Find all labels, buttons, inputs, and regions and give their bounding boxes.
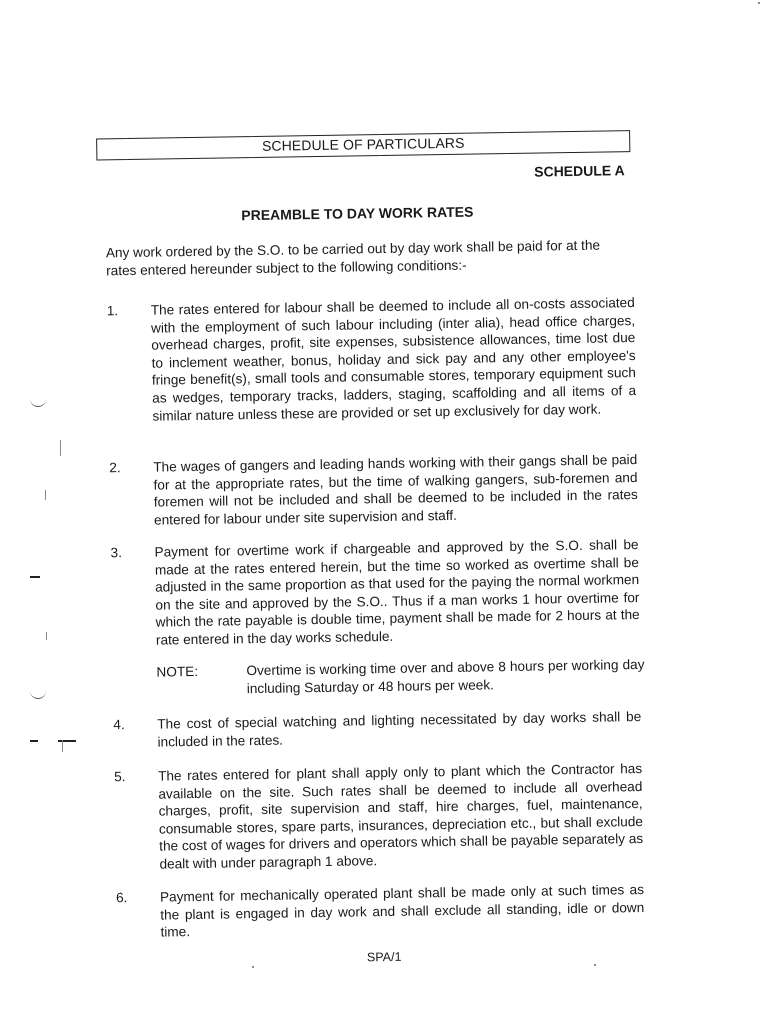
scan-artifact-tick bbox=[62, 740, 63, 752]
scan-artifact-tick bbox=[45, 490, 46, 500]
page-title: PREAMBLE TO DAY WORK RATES bbox=[241, 203, 474, 224]
list-item-1 bbox=[106, 294, 637, 424]
overtime-note bbox=[156, 656, 645, 696]
scan-artifact-dash bbox=[30, 740, 38, 742]
scan-artifact-dot bbox=[594, 964, 596, 966]
item-number: 2. bbox=[109, 460, 121, 476]
item-number: 6. bbox=[115, 890, 128, 906]
note-text: Overtime is working time over and above 8 hours per working day including Saturday or 48 hours per week. bbox=[246, 656, 645, 696]
schedule-label: SCHEDULE A bbox=[534, 162, 625, 180]
list-item-3 bbox=[110, 536, 640, 648]
item-text: Payment for mechanically operated plant shall be made only at such times as the plant is engaged in day work and shall exclude all standing, idle or down time. bbox=[159, 881, 645, 940]
item-number: 4. bbox=[113, 717, 125, 733]
scan-artifact-dot bbox=[758, 2, 760, 4]
scan-artifact-dot bbox=[252, 966, 254, 968]
schedule-of-particulars-box bbox=[96, 130, 630, 160]
item-text: The wages of gangers and leading hands working with their gangs shall be paid for at the appropriate rates, but the time of walking gangers, sub-foremen and foremen will not be included and shall be deemed to be included in the rates entered for labour under site supervision and staff. bbox=[153, 452, 638, 528]
item-number: 1. bbox=[106, 303, 119, 319]
scan-artifact-dash bbox=[30, 576, 40, 578]
list-item-2 bbox=[109, 451, 638, 528]
item-text: Payment for overtime work if chargeable and approved by the S.O. shall be made at the rates entered herein, but the time so worked as overtime shall be adjusted in the same proportion as that used for the paying the normal workmen on the site and approved by the S.O.. Thus if a man works 1 hour overtime for which the rate payable is double time, payment shall be made for 2 hours at the rate entered in the day works schedule. bbox=[154, 537, 640, 648]
scan-artifact-tick bbox=[46, 632, 47, 640]
list-item-5 bbox=[114, 760, 644, 872]
intro-paragraph: Any work ordered by the S.O. to be carried out by day work shall be paid for at the rates entered hereunder subject to the following conditions:- bbox=[105, 237, 601, 279]
item-text: The cost of special watching and lighting necessitated by day works shall be included in the rates. bbox=[157, 708, 642, 750]
list-item-6 bbox=[115, 881, 645, 940]
item-text: The rates entered for plant shall apply only to plant which the Contractor has available on the site. Such rates shall be deemed to include all overhead charges, profit, site supervision and staff, hire charges, fuel, maintenance, consumable stores, spare parts, insurances, depreciation etc., but shall exclude the cost of wages for drivers and operators which shall be payable separately as dealt with under paragraph 1 above. bbox=[158, 760, 644, 872]
scan-artifact-dash bbox=[58, 740, 76, 742]
header-title: SCHEDULE OF PARTICULARS bbox=[261, 134, 465, 154]
list-item-4 bbox=[113, 708, 642, 750]
item-number: 5. bbox=[114, 769, 126, 785]
scan-artifact-tick bbox=[60, 440, 61, 456]
note-label: NOTE: bbox=[156, 663, 199, 680]
item-text: The rates entered for labour shall be deemed to include all on-costs associated with the employment of such labour including (inter alia), head office charges, overhead charges, profit, site expenses, subsistence allowances, time lost due to inclement weather, bonus, holiday and sick pay and any other employee's fringe benefit(s), small tools and consumable stores, temporary equipment such as wedges, temporary tracks, ladders, staging, scaffolding and all items of a similar nature unless these are provided or set up exclusively for day work. bbox=[150, 295, 637, 424]
item-number: 3. bbox=[110, 545, 123, 561]
page-footer: SPA/1 bbox=[366, 949, 402, 965]
